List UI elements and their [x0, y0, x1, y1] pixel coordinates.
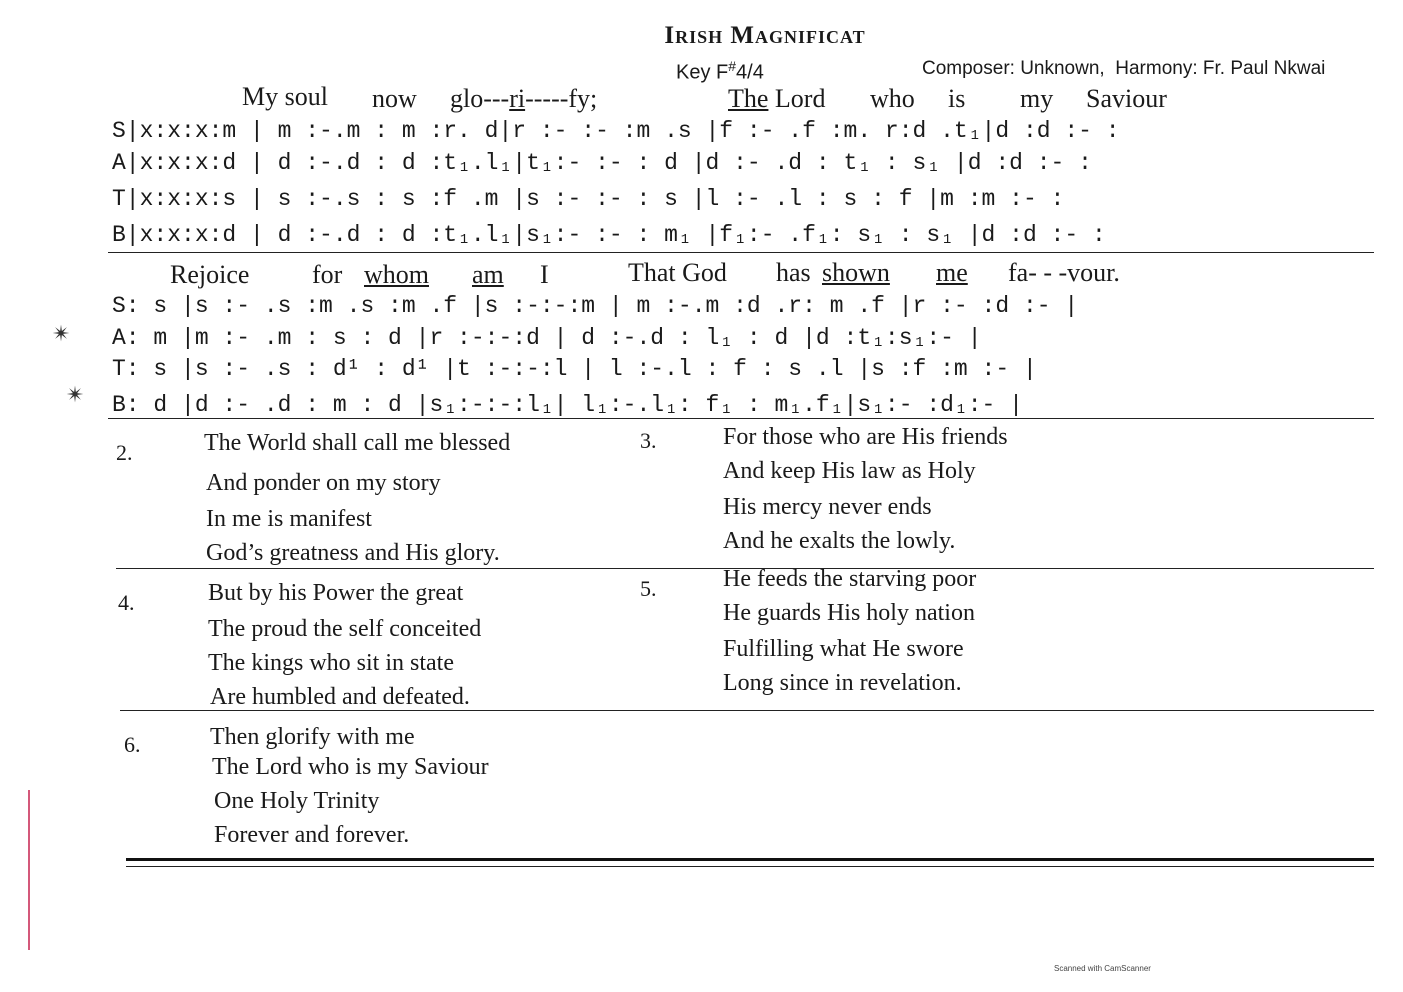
verse-line: He guards His holy nation	[723, 600, 975, 626]
verse-line: And he exalts the lowly.	[723, 528, 956, 554]
verse-line: One Holy Trinity	[214, 788, 380, 814]
song-title: Irish Magnificat	[664, 22, 866, 49]
lyric-word: glo---ri-----fy;	[450, 84, 598, 113]
system-divider	[108, 418, 1374, 419]
lyric-word: I	[540, 260, 549, 289]
lyric-word: my	[1020, 84, 1054, 113]
alto-line: A|x:x:x:d | d :-.d : d :t₁.l₁|t₁:- :- : d |d :- .d : t₁ : s₁ |d :d :- :	[112, 150, 1092, 176]
verse-line: He feeds the starving poor	[723, 566, 977, 592]
verse-line: But by his Power the great	[208, 580, 464, 606]
bass-line: B|x:x:x:d | d :-.d : d :t₁.l₁|s₁:- :- : m₁ |f₁:- .f₁: s₁ : s₁ |d :d :- :	[112, 222, 1106, 248]
verse-line: Fulfilling what He swore	[723, 636, 964, 662]
verse-line: His mercy never ends	[723, 494, 932, 520]
verse-line: For those who are His friends	[723, 424, 1008, 450]
verse-line: God’s greatness and His glory.	[206, 540, 500, 566]
verse-line: In me is manifest	[206, 506, 372, 532]
verse-divider	[120, 710, 1374, 711]
lyric-word: whom	[364, 260, 429, 289]
verse-line: And ponder on my story	[206, 470, 441, 496]
verse-line: Forever and forever.	[214, 822, 410, 848]
soprano-line: S|x:x:x:m | m :-.m : m :r. d|r :- :- :m .s |f :- .f :m. r:d .t₁|d :d :- :	[112, 118, 1120, 144]
verse-number: 2.	[116, 440, 133, 465]
lyric-word: now	[372, 84, 417, 113]
verse-line: Long since in revelation.	[723, 670, 962, 696]
verse-line: Then glorify with me	[210, 724, 415, 750]
end-double-bar	[126, 858, 1374, 861]
lyric-word: me	[936, 258, 968, 287]
bass-line: B: d |d :- .d : m : d |s₁:-:-:l₁| l₁:-.l₁: f₁ : m₁.f₁|s₁:- :d₁:- |	[112, 392, 1023, 418]
pen-mark-icon: ✴	[52, 322, 71, 347]
verse-number: 5.	[640, 576, 657, 601]
verse-number: 3.	[640, 428, 657, 453]
tenor-line: T: s |s :- .s : d¹ : d¹ |t :-:-:l | l :-.l : f : s .l |s :f :m :- |	[112, 356, 1037, 382]
lyric-word: Rejoice	[170, 260, 250, 289]
key-signature: Key F#4/4	[676, 58, 764, 84]
lyric-word: for	[312, 260, 343, 289]
lyric-word: shown	[822, 258, 890, 287]
lyric-word: That God	[628, 258, 727, 287]
verse-line: The kings who sit in state	[208, 650, 454, 676]
verse-line: Are humbled and defeated.	[210, 684, 470, 710]
verse-line: And keep His law as Holy	[723, 458, 976, 484]
composer-credit: Composer: Unknown, Harmony: Fr. Paul Nkwai	[922, 58, 1326, 79]
scanner-watermark: Scanned with CamScanner	[1054, 964, 1151, 973]
tenor-line: T|x:x:x:s | s :-.s : s :f .m |s :- :- : s |l :- .l : s : f |m :m :- :	[112, 186, 1065, 212]
pen-mark-icon: ✴	[66, 383, 85, 408]
lyric-word: Saviour	[1086, 84, 1167, 113]
verse-number: 6.	[124, 732, 141, 757]
verse-number: 4.	[118, 590, 135, 615]
end-double-bar	[126, 866, 1374, 867]
alto-line: A: m |m :- .m : s : d |r :-:-:d | d :-.d : l₁ : d |d :t₁:s₁:- |	[112, 325, 982, 351]
system-divider	[108, 252, 1374, 253]
verse-line: The World shall call me blessed	[204, 430, 511, 456]
lyric-word: is	[948, 84, 966, 113]
soprano-line: S: s |s :- .s :m .s :m .f |s :-:-:m | m :-.m :d .r: m .f |r :- :d :- |	[112, 293, 1079, 319]
lyric-word: My soul	[242, 82, 328, 111]
verse-line: The proud the self conceited	[208, 616, 482, 642]
lyric-word: am	[472, 260, 504, 289]
margin-mark	[28, 790, 30, 950]
lyric-word: The Lord	[728, 84, 826, 113]
verse-line: The Lord who is my Saviour	[212, 754, 489, 780]
lyric-word: who	[870, 84, 915, 113]
lyric-word: has	[776, 258, 811, 287]
lyric-word: fa- - -vour.	[1008, 258, 1120, 287]
